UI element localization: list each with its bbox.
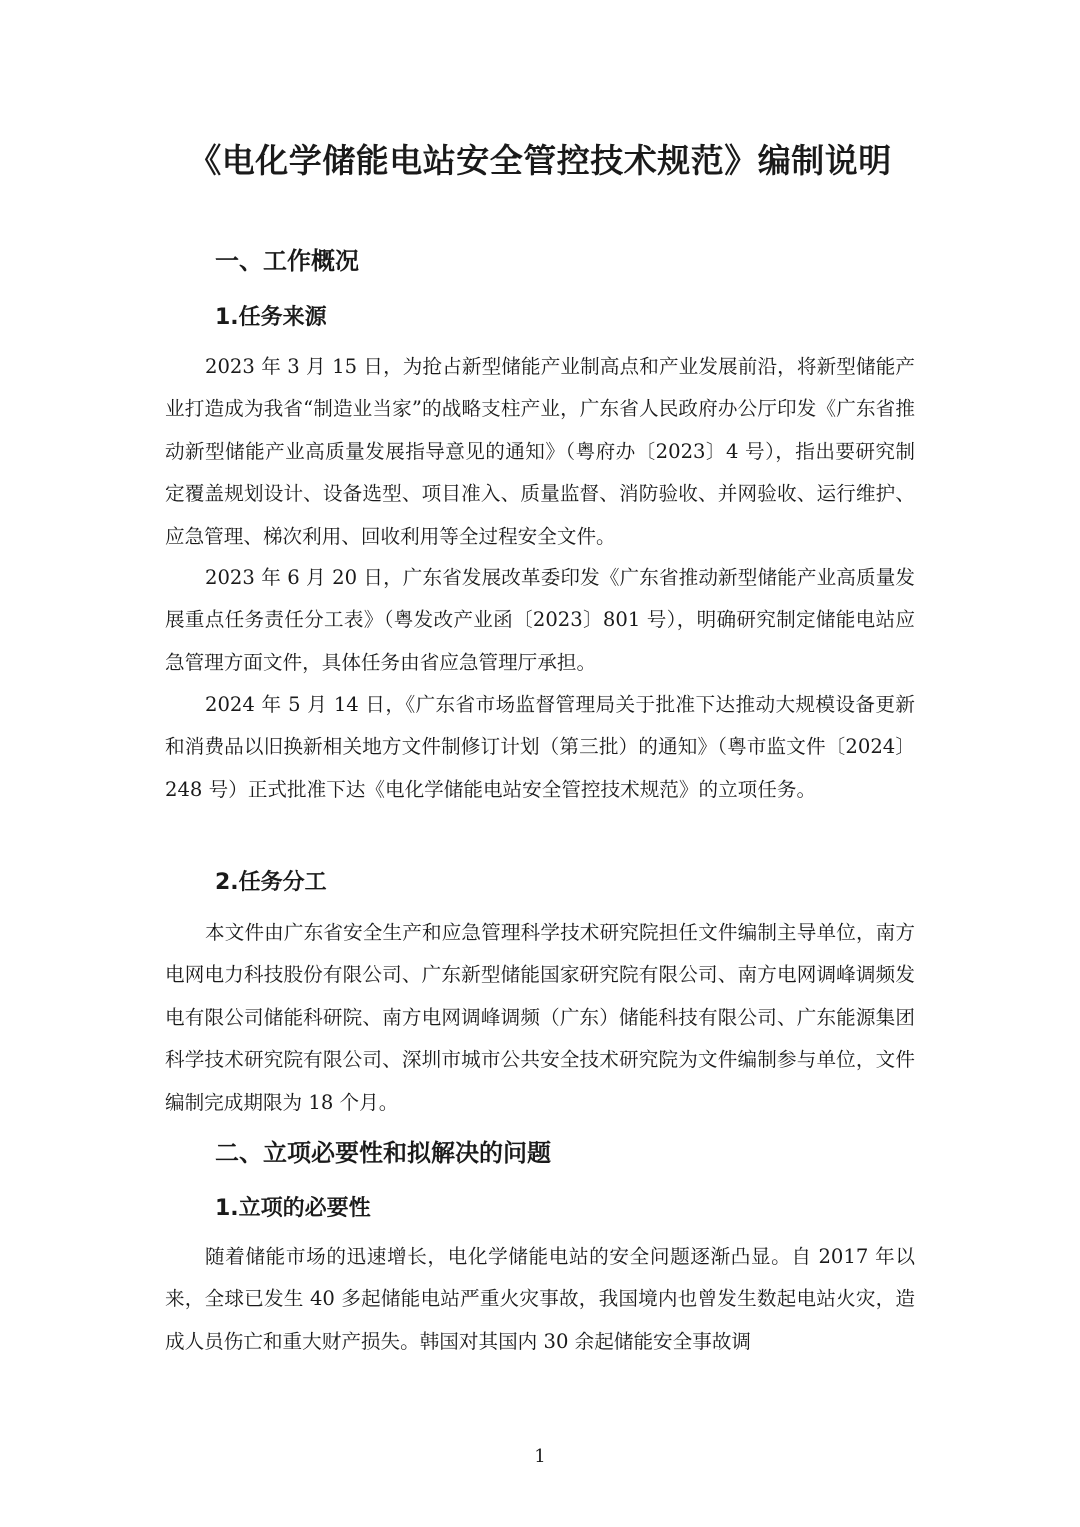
page-number: 1 [534, 1446, 546, 1467]
subsection-heading-task-division: 2.任务分工 [215, 870, 327, 895]
paragraph-task-source-3: 2024 年 5 月 14 日，《广东省市场监督管理局关于批准下达推动大规模设备更新和消费品以旧换新相关地方文件制修订计划（第三批）的通知》（粤市监文件〔2024〕248 号）正式批准下达《电化学储能电站安全管控技术规范》的立项任务。 [165, 693, 915, 801]
paragraph-task-source-2: 2023 年 6 月 20 日，广东省发展改革委印发《广东省推动新型储能产业高质量发展重点任务责任分工表》（粤发改产业函〔2023〕801 号），明确研究制定储能电站应急管理方面文件，具体任务由省应急管理厅承担。 [165, 566, 915, 674]
paragraph-task-division: 本文件由广东省安全生产和应急管理科学技术研究院担任文件编制主导单位，南方电网电力科技股份有限公司、广东新型储能国家研究院有限公司、南方电网调峰调频发电有限公司储能科研院、南方电网调峰调频（广东）储能科技有限公司、广东能源集团科学技术研究院有限公司、深圳市城市公共安全技术研究院为文件编制参与单位，文件编制完成期限为 18 个月。 [165, 921, 915, 1114]
section-heading-necessity-and-problems: 二、立项必要性和拟解决的问题 [215, 1139, 551, 1167]
subsection-heading-necessity: 1.立项的必要性 [215, 1196, 371, 1221]
paragraph-necessity: 随着储能市场的迅速增长，电化学储能电站的安全问题逐渐凸显。自 2017 年以来，全球已发生 40 多起储能电站严重火灾事故，我国境内也曾发生数起电站火灾，造成人员伤亡和重大财产损失。韩国对其国内 30 余起储能安全事故调 [165, 1245, 915, 1353]
paragraph-task-source-1: 2023 年 3 月 15 日，为抢占新型储能产业制高点和产业发展前沿，将新型储能产业打造成为我省“制造业当家”的战略支柱产业，广东省人民政府办公厅印发《广东省推动新型储能产业高质量发展指导意见的通知》（粤府办〔2023〕4 号），指出要研究制定覆盖规划设计、设备选型、项目准入、质量监督、消防验收、并网验收、运行维护、应急管理、梯次利用、回收利用等全过程安全文件。 [165, 355, 915, 548]
section-heading-work-overview: 一、工作概况 [215, 247, 359, 275]
subsection-heading-task-source: 1.任务来源 [215, 305, 327, 330]
document-title: 《电化学储能电站安全管控技术规范》编制说明 [188, 141, 892, 180]
